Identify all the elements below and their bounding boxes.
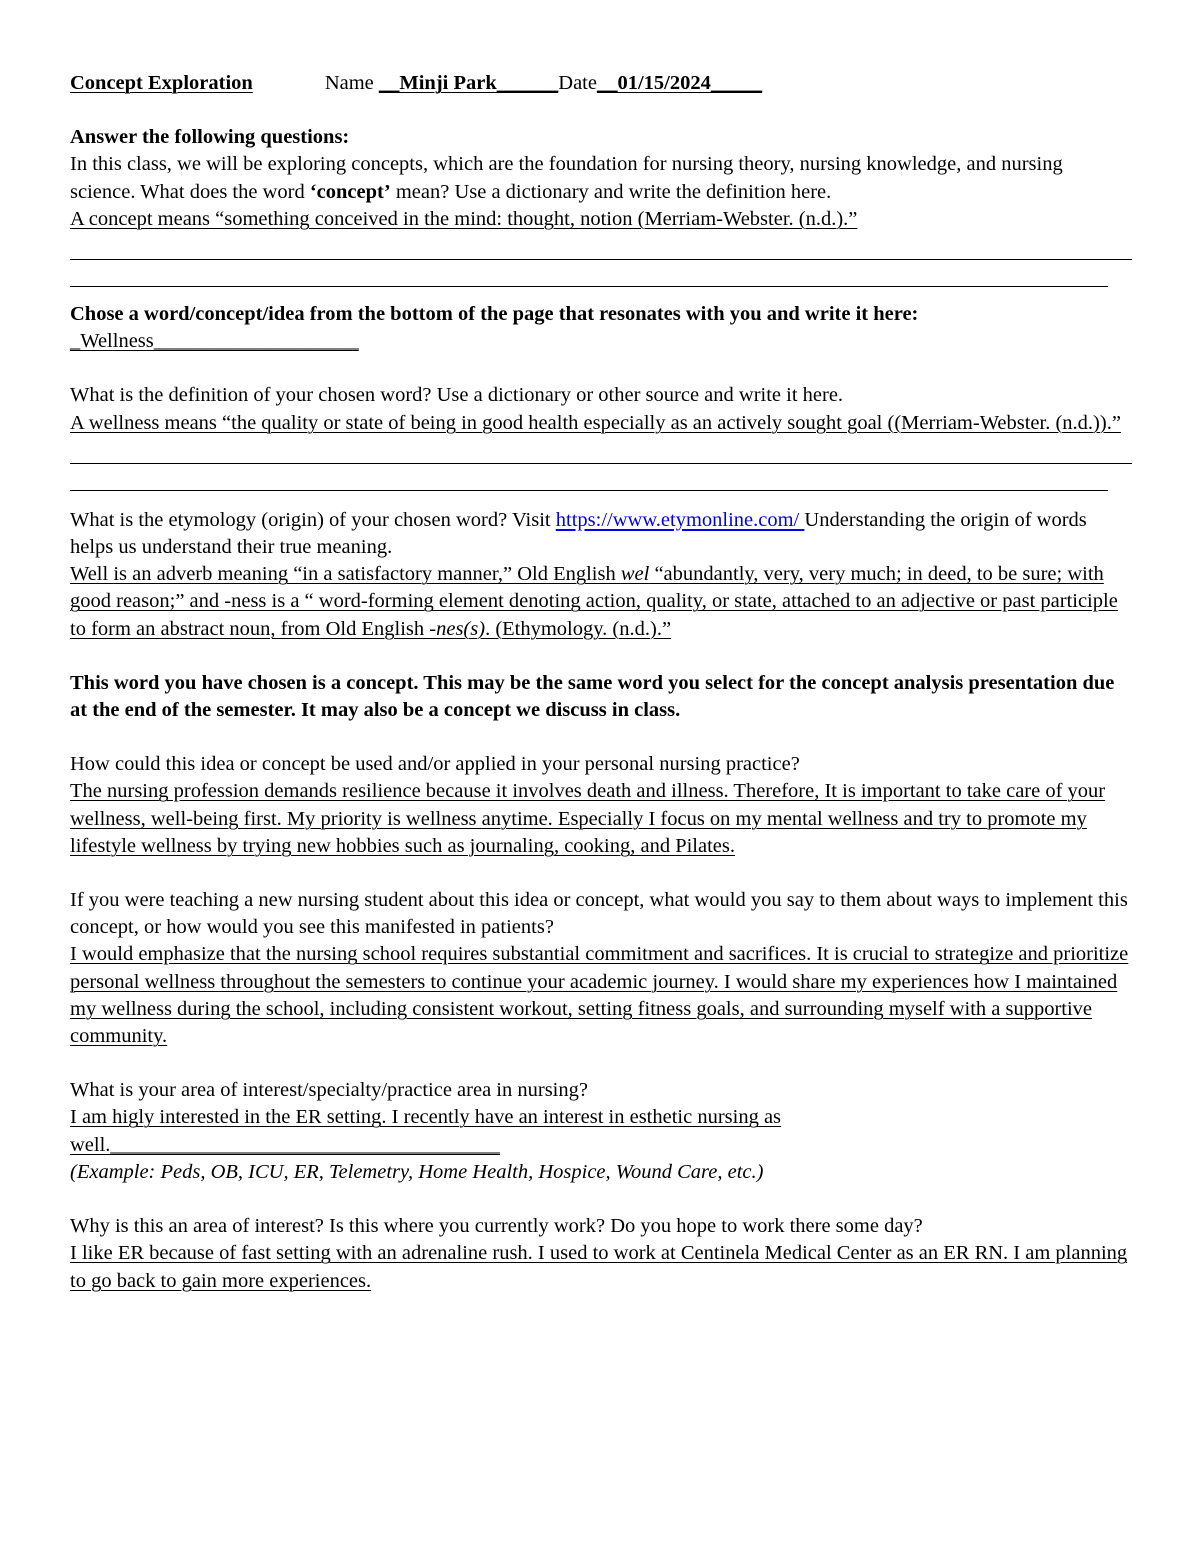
header-line [70, 70, 1132, 97]
definition-answer[interactable]: A wellness means “the quality or state of being in good health especially as an actively sought goal ((Merriam-Webster. (n.d.)).” [70, 411, 1121, 434]
document-page [70, 70, 1132, 1295]
interest-example: (Example: Peds, OB, ICU, ER, Telemetry, Home Health, Hospice, Wound Care, etc.) [70, 1160, 764, 1183]
interest-prompt: What is your area of interest/specialty/practice area in nursing? [70, 1079, 588, 1102]
document-title: Concept Exploration [70, 72, 253, 94]
section-heading: Answer the following questions: [70, 126, 350, 149]
chosen-word-answer[interactable]: _Wellness____________________ [70, 330, 359, 353]
etymonline-link[interactable]: https://www.etymonline.com/ [555, 508, 805, 531]
teaching-prompt: If you were teaching a new nursing student about this idea or concept, what would you say to them about ways to implement this concept, or how would you see this manifested in patients? [70, 889, 1128, 939]
answer-line [70, 233, 1132, 260]
etymology-prompt-text-end: Understanding the origin of words helps us understand their true meaning. [70, 508, 1087, 559]
etymology-answer-text-end: . (Ethymology. (n.d.).” [485, 617, 672, 640]
concept-question-text: In this class, we will be exploring concepts, which are the foundation for nursing theory, nursing knowledge, and nursing science. What does the word [70, 153, 1063, 203]
application-prompt: How could this idea or concept be used and/or applied in your personal nursing practice? [70, 753, 800, 776]
date-value[interactable]: __01/15/2024_____ [596, 72, 763, 94]
etymology-answer-text: Well is an adverb meaning “in a satisfactory manner,” Old English [70, 563, 621, 586]
etymology-prompt-text: What is the etymology (origin) of your chosen word? Visit [70, 508, 556, 531]
etymology-italic-word: wel [620, 563, 650, 586]
name-label: Name [324, 72, 374, 94]
answer-line [70, 437, 1132, 464]
date-label: Date [558, 72, 597, 94]
concept-question [70, 151, 1132, 205]
concept-answer[interactable]: A concept means “something conceived in the mind: thought, notion (Merriam-Webster. (n.d.).” [70, 207, 858, 230]
application-answer[interactable]: The nursing profession demands resilience because it involves death and illness. Therefore, It is important to take care of your wellness, well-being first. My priority is wellness anytime. Especially I focus on my mental wellness and try to promote my lifestyle wellness by trying new hobbies such as journaling, cooking, and Pilates. [70, 780, 1106, 857]
concept-word-bold: ‘concept’ [309, 180, 391, 203]
reason-prompt: Why is this an area of interest? Is this where you currently work? Do you hope to work there some day? [70, 1215, 923, 1238]
etymology-prompt [70, 507, 1132, 561]
chosen-word-prompt: Chose a word/concept/idea from the bottom of the page that resonates with you and write it here: [70, 303, 919, 326]
answer-line [70, 260, 1108, 287]
etymology-answer[interactable] [70, 561, 1132, 643]
reason-answer[interactable]: I like ER because of fast setting with an adrenaline rush. I used to work at Centinela Medical Center as an ER RN. I am planning to go back to gain more experiences. [70, 1242, 1128, 1292]
answer-line [70, 464, 1108, 491]
etymology-italic-suffix: -nes(s) [429, 617, 486, 640]
interest-answer[interactable]: I am higly interested in the ER setting. I recently have an interest in esthetic nursing as well.______________________________________ [70, 1106, 782, 1156]
etymology-answer-text-mid: “abundantly, very, very much; in deed, to be sure; with good reason;” and -ness is a “ word-forming element denoting action, quality, or state, attached to an adjective or past participle to form an abstract noun, from Old English [70, 563, 1118, 640]
definition-prompt: What is the definition of your chosen word? Use a dictionary or other source and write it here. [70, 384, 844, 407]
concept-note: This word you have chosen is a concept. This may be the same word you select for the concept analysis presentation due at the end of the semester. It may also be a concept we discuss in class. [70, 671, 1115, 722]
name-value[interactable]: __Minji Park______ [378, 72, 559, 94]
concept-question-text-end: mean? Use a dictionary and write the definition here. [390, 180, 832, 203]
teaching-answer[interactable]: I would emphasize that the nursing school requires substantial commitment and sacrifices. It is crucial to strategize and prioritize personal wellness throughout the semesters to continue your academic journey. I would share my experiences how I maintained my wellness during the school, including consistent workout, setting fitness goals, and surrounding myself with a supportive community. [70, 943, 1129, 1048]
